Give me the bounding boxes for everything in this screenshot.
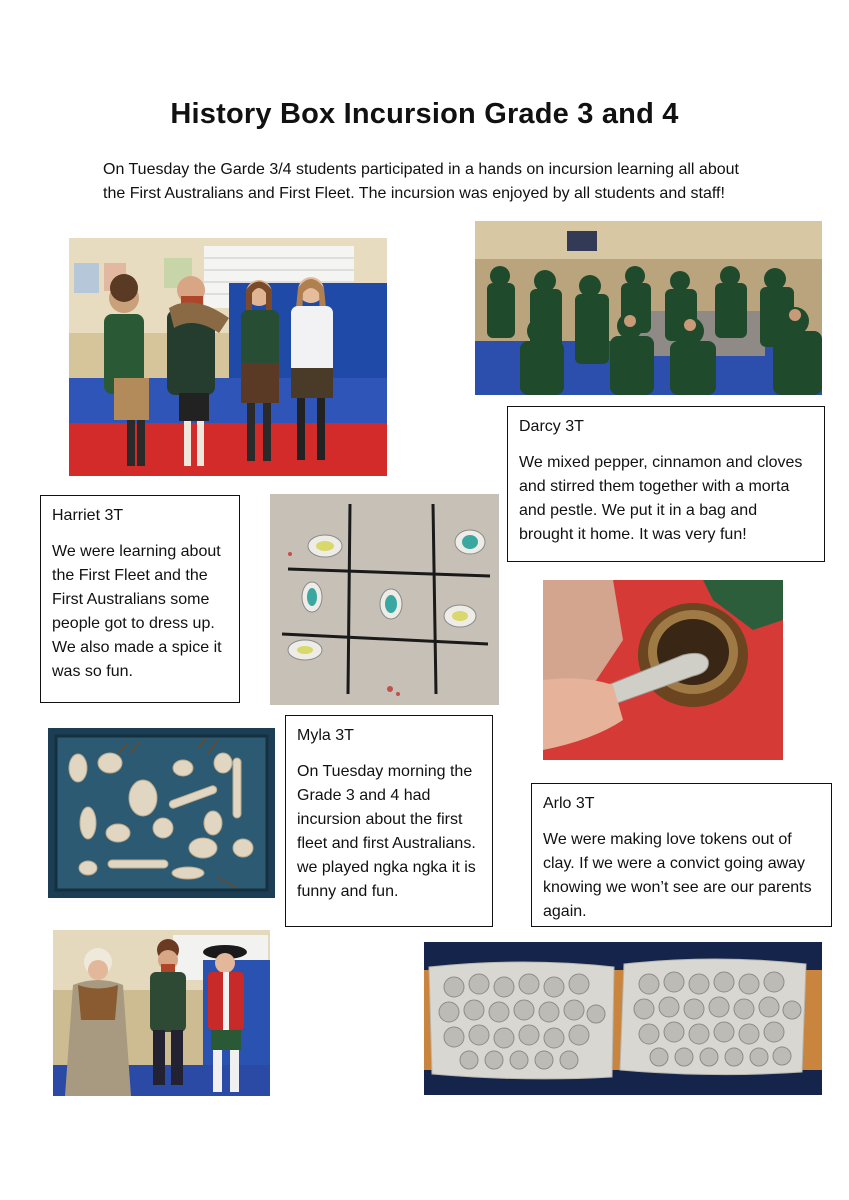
- entry-box-darcy: [507, 406, 825, 562]
- photo-students-dressed-up: [69, 238, 387, 476]
- entry-text: On Tuesday morning the Grade 3 and 4 had incursion about the first fleet and first Australians. we played ngka ngka it is funny and fun.: [297, 763, 476, 900]
- entry-box-myla: [285, 715, 493, 927]
- intro-paragraph: On Tuesday the Garde 3/4 students participated in a hands on incursion learning all about the First Australians and First Fleet. The incursion was enjoyed by all students and staff!: [103, 161, 739, 202]
- photo-mortar-and-pestle: [543, 580, 783, 760]
- photo-stone-game-grid: [270, 494, 499, 705]
- page-title: History Box Incursion Grade 3 and 4: [170, 98, 679, 130]
- entry-text: We were making love tokens out of clay. If we were a convict going away knowing we won’t see are our parents again.: [543, 831, 812, 920]
- entry-text: We mixed pepper, cinnamon and cloves and stirred them together with a morta and pestle. We put it in a bag and brought it home. It was very fun!: [519, 454, 803, 543]
- photo-students-in-costumes: [53, 930, 270, 1096]
- entry-name: Harriet 3T: [52, 507, 124, 524]
- entry-name: Myla 3T: [297, 727, 354, 744]
- photo-classroom-activity: [475, 221, 822, 395]
- entry-box-arlo: [531, 783, 832, 927]
- entry-text: We were learning about the First Fleet and the First Australians some people got to dress up. We also made a spice it was so fun.: [52, 543, 222, 680]
- entry-name: Darcy 3T: [519, 418, 584, 435]
- photo-clay-tokens-tray: [48, 728, 275, 898]
- entry-box-harriet: [40, 495, 240, 703]
- entry-name: Arlo 3T: [543, 795, 595, 812]
- photo-clay-love-tokens: [424, 942, 822, 1095]
